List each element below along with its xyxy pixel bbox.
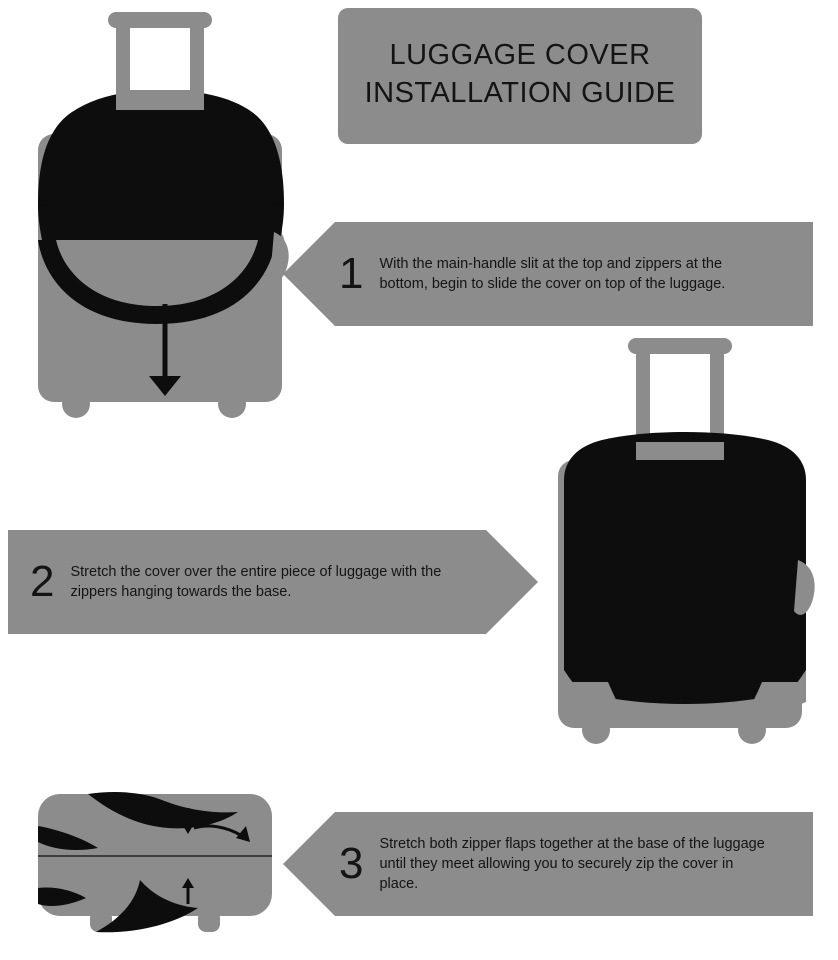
step-number-3: 3 bbox=[339, 839, 364, 888]
step-number-1: 1 bbox=[339, 249, 364, 298]
illustration-step-2 bbox=[540, 330, 830, 760]
callout-step-1 bbox=[283, 222, 813, 326]
illustration-step-3 bbox=[30, 780, 300, 940]
step-text-3: Stretch both zipper flaps together at the base of the luggage until they meet allowing you to securely zip the cover in place. bbox=[379, 836, 765, 892]
step-text-1: With the main-handle slit at the top and zippers at the bottom, begin to slide the cover on top of the luggage. bbox=[379, 256, 726, 292]
illustration-step-1 bbox=[20, 4, 310, 434]
callout-step-3 bbox=[283, 812, 813, 916]
callout-step-2 bbox=[8, 530, 538, 634]
title-line-1: LUGGAGE COVER bbox=[389, 39, 651, 71]
title-banner bbox=[338, 8, 702, 144]
title-line-2: INSTALLATION GUIDE bbox=[364, 77, 676, 109]
step-number-2: 2 bbox=[30, 557, 55, 606]
step-text-2: Stretch the cover over the entire piece of luggage with the zippers hanging towards the base. bbox=[70, 564, 442, 600]
